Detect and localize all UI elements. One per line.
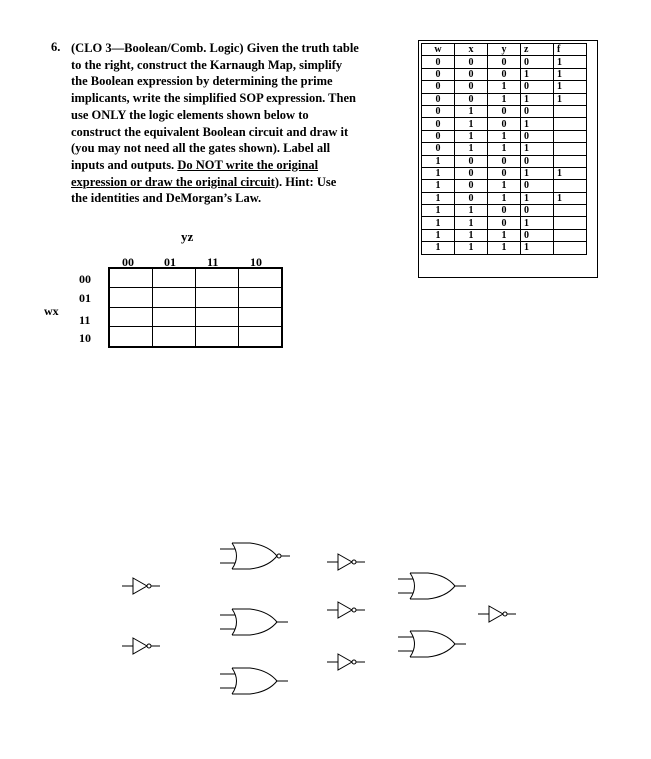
truth-table-cell: 1 bbox=[455, 217, 488, 229]
or-gate-icon bbox=[398, 573, 466, 599]
truth-table-cell: y bbox=[488, 44, 521, 56]
nor-gate-icon bbox=[220, 543, 290, 569]
truth-table-cell: 1 bbox=[521, 118, 554, 130]
question-emphasis: expression or draw the original circuit bbox=[71, 174, 275, 189]
truth-table-cell: 0 bbox=[488, 167, 521, 179]
truth-table-cell: 0 bbox=[422, 56, 455, 68]
truth-table-cell: 0 bbox=[455, 68, 488, 80]
truth-table-cell: 1 bbox=[422, 229, 455, 241]
truth-table-cell: 0 bbox=[488, 118, 521, 130]
truth-table-cell: 1 bbox=[521, 217, 554, 229]
truth-table-cell: 1 bbox=[455, 242, 488, 254]
truth-table-cell: 0 bbox=[455, 81, 488, 93]
truth-table-cell: 1 bbox=[422, 205, 455, 217]
not-gate-icon bbox=[478, 606, 516, 622]
truth-table-cell: 0 bbox=[488, 205, 521, 217]
truth-table-cell: 1 bbox=[488, 229, 521, 241]
truth-table-cell: 0 bbox=[521, 180, 554, 192]
truth-table-cell: 1 bbox=[422, 217, 455, 229]
truth-table-cell: w bbox=[422, 44, 455, 56]
truth-table-cell: 1 bbox=[422, 192, 455, 204]
truth-table-cell: 1 bbox=[455, 143, 488, 155]
truth-table-cell: 0 bbox=[422, 118, 455, 130]
truth-table-cell: 1 bbox=[521, 93, 554, 105]
truth-table-cell: 1 bbox=[422, 167, 455, 179]
question-emphasis: Do NOT write the original bbox=[177, 157, 319, 172]
kmap-row-label: 10 bbox=[79, 331, 91, 345]
truth-table-cell: 0 bbox=[521, 205, 554, 217]
truth-table-cell: x bbox=[455, 44, 488, 56]
truth-table-cell: 1 bbox=[554, 81, 587, 93]
truth-table-cell: 0 bbox=[422, 81, 455, 93]
truth-table-cell: 0 bbox=[521, 229, 554, 241]
question-line: the Boolean expression by determining the prime bbox=[71, 74, 333, 89]
not-gate-icon bbox=[327, 554, 365, 570]
or-gate-icon bbox=[398, 631, 466, 657]
truth-table-cell: 1 bbox=[422, 242, 455, 254]
truth-table-cell: 0 bbox=[488, 105, 521, 117]
truth-table-cell: 0 bbox=[521, 105, 554, 117]
truth-table-cell: 1 bbox=[488, 143, 521, 155]
truth-table-cell: 0 bbox=[455, 167, 488, 179]
truth-table-cell: 0 bbox=[422, 130, 455, 142]
not-gate-icon bbox=[327, 602, 365, 618]
truth-table-cell: 0 bbox=[422, 68, 455, 80]
kmap-row-label: 11 bbox=[79, 313, 91, 327]
or-gate-icon bbox=[220, 609, 288, 635]
truth-table-cell: 0 bbox=[422, 93, 455, 105]
question-line: to the right, construct the Karnaugh Map, simplify bbox=[71, 57, 343, 72]
truth-table-cell: 0 bbox=[422, 143, 455, 155]
kmap-row-label: 01 bbox=[79, 291, 91, 305]
truth-table-cell: 0 bbox=[488, 155, 521, 167]
truth-table-cell: 0 bbox=[455, 180, 488, 192]
not-gate-icon bbox=[327, 654, 365, 670]
truth-table-cell: 0 bbox=[455, 155, 488, 167]
truth-table-cell: 1 bbox=[455, 118, 488, 130]
truth-table-cell: 1 bbox=[488, 242, 521, 254]
truth-table-cell: 1 bbox=[455, 105, 488, 117]
question-line-text: inputs and outputs. bbox=[71, 157, 178, 172]
truth-table-cell: 1 bbox=[554, 93, 587, 105]
question-line-text: ). Hint: Use bbox=[274, 174, 337, 189]
truth-table-cell: 0 bbox=[521, 81, 554, 93]
truth-table-cell: 1 bbox=[554, 167, 587, 179]
truth-table-cell: 0 bbox=[455, 93, 488, 105]
question-number: 6. bbox=[51, 40, 61, 54]
kmap-row-variable: wx bbox=[44, 304, 59, 318]
or-gate-icon bbox=[220, 668, 288, 694]
question-line: use ONLY the logic elements shown below to bbox=[71, 107, 309, 122]
question-line: the identities and DeMorgan’s Law. bbox=[71, 191, 262, 206]
kmap-row-label: 00 bbox=[79, 272, 91, 286]
truth-table-cell: 1 bbox=[488, 81, 521, 93]
kmap-col-variable: yz bbox=[181, 229, 194, 244]
truth-table-cell: 1 bbox=[554, 192, 587, 204]
truth-table-cell: 1 bbox=[554, 56, 587, 68]
question-line: construct the equivalent Boolean circuit and draw it bbox=[71, 124, 349, 139]
truth-table-cell: 1 bbox=[488, 130, 521, 142]
not-gate-icon bbox=[122, 578, 160, 594]
truth-table-cell: 0 bbox=[455, 192, 488, 204]
truth-table-cell: 1 bbox=[422, 180, 455, 192]
question-line: implicants, write the simplified SOP expression. Then bbox=[71, 91, 356, 106]
kmap-col-label: 00 bbox=[122, 255, 134, 269]
truth-table-cell: 1 bbox=[521, 192, 554, 204]
truth-table-cell: z bbox=[521, 44, 554, 56]
truth-table-cell: 1 bbox=[422, 155, 455, 167]
truth-table-cell: 1 bbox=[488, 93, 521, 105]
truth-table-cell: 0 bbox=[521, 56, 554, 68]
truth-table-cell: 1 bbox=[488, 192, 521, 204]
truth-table-cell: 1 bbox=[488, 180, 521, 192]
truth-table-cell: 0 bbox=[455, 56, 488, 68]
truth-table-cell: 1 bbox=[521, 143, 554, 155]
truth-table-cell: 1 bbox=[455, 205, 488, 217]
truth-table-cell: 0 bbox=[521, 155, 554, 167]
truth-table-cell: 0 bbox=[422, 105, 455, 117]
truth-table-cell: 1 bbox=[554, 68, 587, 80]
truth-table-cell: f bbox=[554, 44, 587, 56]
truth-table-cell: 0 bbox=[488, 56, 521, 68]
question-line: (CLO 3—Boolean/Comb. Logic) Given the truth table bbox=[71, 41, 359, 55]
truth-table-cell: 0 bbox=[521, 130, 554, 142]
question-line: (you may not need all the gates shown). Label all bbox=[71, 141, 331, 156]
kmap-col-label: 10 bbox=[250, 255, 262, 269]
truth-table-cell: 1 bbox=[521, 242, 554, 254]
truth-table-cell: 1 bbox=[521, 167, 554, 179]
truth-table-cell: 0 bbox=[488, 68, 521, 80]
kmap-col-label: 11 bbox=[207, 255, 219, 269]
truth-table-cell: 1 bbox=[455, 130, 488, 142]
truth-table-cell: 0 bbox=[488, 217, 521, 229]
not-gate-icon bbox=[122, 638, 160, 654]
truth-table-cell: 1 bbox=[521, 68, 554, 80]
kmap-col-label: 01 bbox=[164, 255, 176, 269]
truth-table-cell: 1 bbox=[455, 229, 488, 241]
